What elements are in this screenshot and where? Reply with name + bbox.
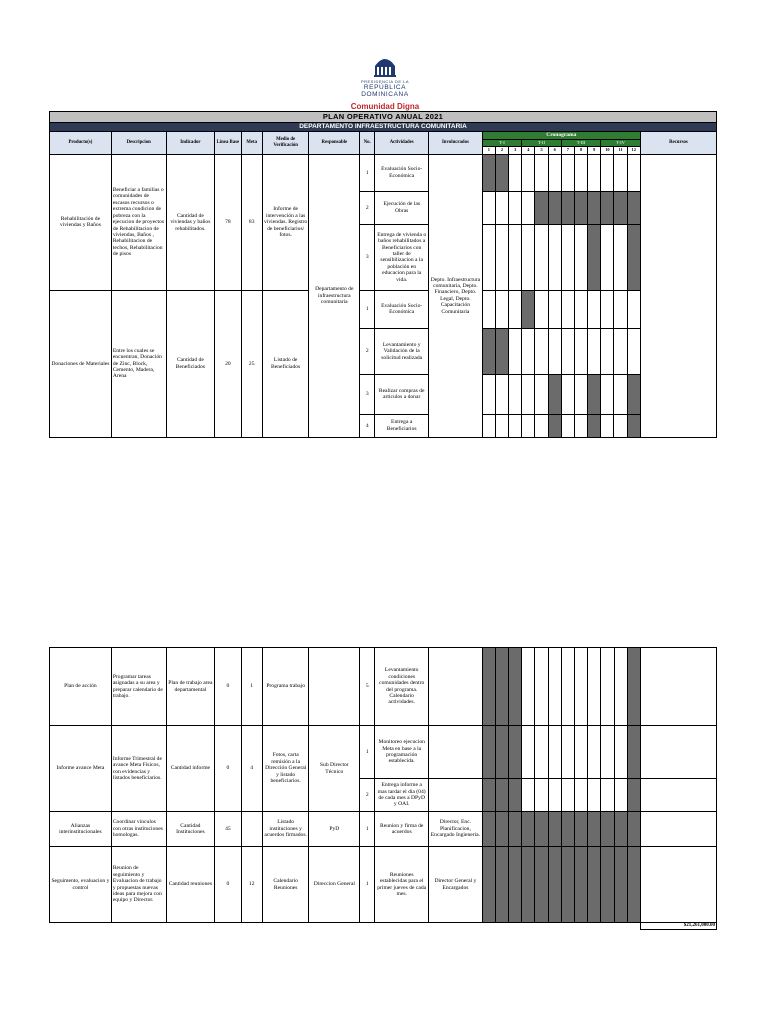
- schedule-cell: [614, 328, 627, 374]
- schedule-cell: [627, 779, 640, 812]
- schedule-cell: [614, 779, 627, 812]
- republica-label: REPÚBLICA DOMINICANA: [361, 84, 409, 98]
- schedule-cell: [482, 648, 495, 726]
- product-name: Donaciones de Materiales: [50, 290, 112, 437]
- schedule-cell: [588, 374, 601, 414]
- schedule-cell: [522, 154, 535, 191]
- product-name: Plan de acción: [50, 648, 112, 726]
- schedule-cell: [574, 726, 587, 779]
- schedule-cell: [482, 154, 495, 191]
- schedule-cell: [495, 648, 508, 726]
- col-header-meta: Meta: [241, 132, 262, 155]
- month-header: 5: [535, 147, 548, 154]
- schedule-cell: [574, 328, 587, 374]
- product-goal: 83: [241, 154, 262, 290]
- poa-table-1: [49, 111, 717, 438]
- schedule-cell: [522, 224, 535, 290]
- col-header-cronograma: Cronograma: [482, 132, 640, 140]
- schedule-cell: [574, 191, 587, 224]
- schedule-cell: [535, 847, 548, 923]
- schedule-cell: [509, 779, 522, 812]
- schedule-cell: [601, 812, 614, 847]
- schedule-cell: [601, 154, 614, 191]
- schedule-cell: [522, 414, 535, 437]
- schedule-cell: [627, 374, 640, 414]
- col-header-actividades: Actividades: [375, 132, 429, 155]
- schedule-cell: [548, 779, 561, 812]
- schedule-cell: [495, 414, 508, 437]
- schedule-cell: [574, 154, 587, 191]
- schedule-cell: [627, 847, 640, 923]
- schedule-cell: [574, 812, 587, 847]
- responsable-cell: Departamento de infraestructura comunitaria: [309, 154, 360, 437]
- involucrados-cell: [429, 726, 483, 779]
- product-baseline: 78: [215, 154, 241, 290]
- schedule-cell: [561, 154, 574, 191]
- activity-text: Entrega de vivienda o baños rehabilitados a Beneficiarios con taller de sensibilizacion a la población en educacion para la vida.: [375, 224, 429, 290]
- schedule-cell: [509, 154, 522, 191]
- month-header: 4: [522, 147, 535, 154]
- schedule-cell: [522, 374, 535, 414]
- product-description: Programar tareas asignadas a su area y preparar calendario de trabajo.: [111, 648, 166, 726]
- schedule-cell: [588, 290, 601, 328]
- schedule-cell: [614, 847, 627, 923]
- schedule-cell: [614, 154, 627, 191]
- involucrados-cell: [429, 779, 483, 812]
- col-header-involucrados: Involucrados: [429, 132, 483, 155]
- product-name: Informe avance Meta: [50, 726, 112, 812]
- schedule-cell: [495, 847, 508, 923]
- month-header: 2: [495, 147, 508, 154]
- schedule-cell: [482, 414, 495, 437]
- activity-text: Monitoreo ejecucion Meta en base a la programación establecida.: [375, 726, 429, 779]
- product-indicator: Cantidad de viviendas y baños rehabilitados.: [166, 154, 215, 290]
- schedule-cell: [495, 726, 508, 779]
- presidencia-label: PRESIDENCIA DE LA: [360, 79, 410, 84]
- schedule-cell: [588, 847, 601, 923]
- schedule-cell: [561, 847, 574, 923]
- activity-number: 1: [360, 290, 375, 328]
- activity-number: 1: [360, 847, 375, 923]
- activity-text: Reunion y firma de acuerdos: [375, 812, 429, 847]
- table-row: [50, 847, 717, 923]
- institution-tagline: Comunidad Digna: [350, 102, 420, 111]
- table-row: [50, 648, 717, 726]
- schedule-cell: [601, 374, 614, 414]
- plan-title: PLAN OPERATIVO ANUAL 2021: [50, 112, 717, 123]
- schedule-cell: [522, 812, 535, 847]
- schedule-cell: [482, 290, 495, 328]
- product-description: Beneficiar a familias o comunidades de escasos recursos o extrema condicion de pobreza con la ejecucion de proyectos de Rehabilitacion de viviendas, Baños , Rehabilitacion de techos, Rehabilitacion de pisos: [111, 154, 166, 290]
- product-goal: 25: [241, 290, 262, 437]
- product-goal: 4: [241, 726, 262, 812]
- schedule-cell: [509, 224, 522, 290]
- schedule-cell: [535, 779, 548, 812]
- schedule-cell: [548, 154, 561, 191]
- schedule-cell: [522, 648, 535, 726]
- recursos-cell: [640, 648, 716, 726]
- activity-number: 3: [360, 374, 375, 414]
- schedule-cell: [548, 812, 561, 847]
- schedule-cell: [601, 779, 614, 812]
- schedule-cell: [509, 328, 522, 374]
- schedule-cell: [522, 328, 535, 374]
- schedule-cell: [535, 374, 548, 414]
- schedule-cell: [482, 812, 495, 847]
- activity-number: 3: [360, 224, 375, 290]
- schedule-cell: [588, 726, 601, 779]
- header-logo-block: [340, 54, 430, 111]
- schedule-cell: [495, 224, 508, 290]
- schedule-cell: [588, 779, 601, 812]
- activity-text: Entrega a Beneficiarios: [375, 414, 429, 437]
- product-goal: [241, 812, 262, 847]
- schedule-cell: [561, 290, 574, 328]
- schedule-cell: [588, 414, 601, 437]
- schedule-cell: [495, 328, 508, 374]
- schedule-cell: [588, 191, 601, 224]
- schedule-cell: [627, 648, 640, 726]
- product-description: Reunion de seguimiento y Evaluacion de trabajo y propuestas nuevas ideas para mejora con equipo y Director.: [111, 847, 166, 923]
- schedule-cell: [495, 290, 508, 328]
- col-header-indicador: Indicador: [166, 132, 215, 155]
- product-name: Alianzas interinstitucionales: [50, 812, 112, 847]
- month-header: 10: [601, 147, 614, 154]
- schedule-cell: [535, 726, 548, 779]
- schedule-cell: [627, 726, 640, 779]
- schedule-cell: [588, 812, 601, 847]
- schedule-cell: [614, 290, 627, 328]
- month-header: 6: [548, 147, 561, 154]
- schedule-cell: [535, 154, 548, 191]
- schedule-cell: [627, 224, 640, 290]
- schedule-cell: [588, 328, 601, 374]
- month-header: 9: [588, 147, 601, 154]
- schedule-cell: [509, 648, 522, 726]
- recursos-cell: [640, 154, 716, 437]
- schedule-cell: [561, 191, 574, 224]
- col-header-medio: Medio de Verificación: [262, 132, 309, 155]
- product-baseline: 0: [215, 648, 241, 726]
- activity-number: 2: [360, 328, 375, 374]
- schedule-cell: [614, 726, 627, 779]
- involucrados-cell: Depto. Infraestructura comunitaria, Depto. Financiero, Depto. Legal, Depto. Capacitación Comunitaria: [429, 154, 483, 437]
- schedule-cell: [588, 224, 601, 290]
- activity-text: Realizar compras de articulos a donar: [375, 374, 429, 414]
- government-seal-icon: [372, 54, 398, 78]
- schedule-cell: [574, 374, 587, 414]
- schedule-cell: [601, 648, 614, 726]
- product-verification: Fotos, carta remisión a la Dirección General y listado beneficiarios.: [262, 726, 309, 812]
- trimester-header: T-IV: [601, 140, 641, 147]
- col-header-linea-base: Línea Base: [215, 132, 241, 155]
- schedule-cell: [574, 224, 587, 290]
- schedule-cell: [548, 290, 561, 328]
- responsable-cell: [309, 648, 360, 726]
- schedule-cell: [561, 812, 574, 847]
- schedule-cell: [535, 812, 548, 847]
- schedule-cell: [561, 414, 574, 437]
- schedule-cell: [561, 224, 574, 290]
- schedule-cell: [588, 648, 601, 726]
- schedule-cell: [482, 779, 495, 812]
- product-indicator: Plan de trabajo area departamental: [166, 648, 215, 726]
- schedule-cell: [495, 154, 508, 191]
- schedule-cell: [509, 414, 522, 437]
- responsable-cell: Sub Director Técnico: [309, 726, 360, 812]
- schedule-cell: [535, 648, 548, 726]
- product-indicator: Cantidad de Beneficiados: [166, 290, 215, 437]
- recursos-cell: [640, 726, 716, 779]
- schedule-cell: [601, 224, 614, 290]
- schedule-cell: [522, 191, 535, 224]
- product-description: Entre los cuales se encuentran, Donación de Zinc, Block, Cemento, Madera, Arena: [111, 290, 166, 437]
- schedule-cell: [627, 191, 640, 224]
- table-row: [50, 290, 717, 328]
- product-indicator: Cantidad Instituciones: [166, 812, 215, 847]
- involucrados-cell: Director General y Encargados: [429, 847, 483, 923]
- schedule-cell: [614, 812, 627, 847]
- schedule-cell: [601, 726, 614, 779]
- table-row: [50, 154, 717, 191]
- trimester-header: T-II: [522, 140, 562, 147]
- schedule-cell: [574, 847, 587, 923]
- activity-number: 4: [360, 414, 375, 437]
- schedule-cell: [482, 191, 495, 224]
- col-header-no: No.: [360, 132, 375, 155]
- schedule-cell: [535, 328, 548, 374]
- activity-text: Entrega informe a mas tardar el dia (04) de cada mes a DPyD y OAI.: [375, 779, 429, 812]
- product-verification: Listado instituciones y acuerdos firmados.: [262, 812, 309, 847]
- schedule-cell: [548, 191, 561, 224]
- product-verification: Listado de Beneficiados: [262, 290, 309, 437]
- activity-number: 5: [360, 648, 375, 726]
- activity-text: Ejecución de las Obras: [375, 191, 429, 224]
- schedule-cell: [522, 290, 535, 328]
- col-header-producto: Producto(s): [50, 132, 112, 155]
- product-goal: 12: [241, 847, 262, 923]
- product-baseline: 0: [215, 847, 241, 923]
- schedule-cell: [535, 414, 548, 437]
- schedule-cell: [627, 328, 640, 374]
- schedule-cell: [509, 290, 522, 328]
- poa-table-2: [49, 647, 717, 930]
- col-header-recursos: Recursos: [640, 132, 716, 155]
- schedule-cell: [495, 374, 508, 414]
- schedule-cell: [588, 154, 601, 191]
- trimester-header: T-III: [561, 140, 601, 147]
- activity-text: Evaluación Socio-Económica: [375, 290, 429, 328]
- schedule-cell: [548, 374, 561, 414]
- product-baseline: 20: [215, 290, 241, 437]
- activity-text: Levantamiento y Validación de la solicitud realizada: [375, 328, 429, 374]
- product-verification: Informe de intervención a las viviendas. Registro de beneficiarios/ fotos.: [262, 154, 309, 290]
- schedule-cell: [614, 191, 627, 224]
- involucrados-cell: Director, Enc. Planificacion, Encargado Ingieneria.: [429, 812, 483, 847]
- schedule-cell: [574, 779, 587, 812]
- schedule-cell: [535, 191, 548, 224]
- schedule-cell: [535, 224, 548, 290]
- schedule-cell: [548, 726, 561, 779]
- product-name: Rehabilitación de viviendas y Baños: [50, 154, 112, 290]
- product-baseline: 0: [215, 726, 241, 812]
- activity-number: 1: [360, 154, 375, 191]
- schedule-cell: [482, 328, 495, 374]
- total-row-blank: [50, 923, 641, 930]
- schedule-cell: [548, 224, 561, 290]
- schedule-cell: [509, 847, 522, 923]
- month-header: 7: [561, 147, 574, 154]
- total-row: [50, 923, 717, 930]
- schedule-cell: [574, 290, 587, 328]
- schedule-cell: [561, 779, 574, 812]
- schedule-cell: [614, 648, 627, 726]
- schedule-cell: [627, 414, 640, 437]
- schedule-cell: [509, 191, 522, 224]
- schedule-cell: [561, 328, 574, 374]
- month-header: 8: [574, 147, 587, 154]
- month-header: 11: [614, 147, 627, 154]
- product-indicator: Cantidad informe: [166, 726, 215, 812]
- col-header-descripcion: Descripcion: [111, 132, 166, 155]
- schedule-cell: [601, 290, 614, 328]
- product-verification: Programa trabajo: [262, 648, 309, 726]
- schedule-cell: [627, 812, 640, 847]
- recursos-cell: [640, 847, 716, 923]
- activity-number: 1: [360, 812, 375, 847]
- schedule-cell: [601, 328, 614, 374]
- product-goal: 1: [241, 648, 262, 726]
- product-description: Coordinar vinculos con otras instituciones homologas.: [111, 812, 166, 847]
- responsable-cell: PyD: [309, 812, 360, 847]
- schedule-cell: [522, 847, 535, 923]
- schedule-cell: [509, 726, 522, 779]
- schedule-cell: [495, 779, 508, 812]
- product-verification: Calendario Reuniones: [262, 847, 309, 923]
- schedule-cell: [614, 374, 627, 414]
- schedule-cell: [574, 414, 587, 437]
- schedule-cell: [509, 374, 522, 414]
- schedule-cell: [535, 290, 548, 328]
- month-header: 3: [509, 147, 522, 154]
- department-title: DEPARTAMENTO INFRAESTRUCTURA COMUNITARIA: [50, 123, 717, 132]
- schedule-cell: [548, 328, 561, 374]
- schedule-cell: [614, 414, 627, 437]
- schedule-cell: [482, 374, 495, 414]
- schedule-cell: [561, 648, 574, 726]
- schedule-cell: [548, 414, 561, 437]
- table-row: [50, 812, 717, 847]
- schedule-cell: [495, 191, 508, 224]
- schedule-cell: [509, 812, 522, 847]
- recursos-cell: [640, 812, 716, 847]
- schedule-cell: [561, 726, 574, 779]
- month-header: 1: [482, 147, 495, 154]
- activity-number: 2: [360, 191, 375, 224]
- schedule-cell: [601, 414, 614, 437]
- activity-text: Reuniones establecidas para el primer jueves de cada mes.: [375, 847, 429, 923]
- schedule-cell: [614, 224, 627, 290]
- schedule-cell: [574, 648, 587, 726]
- trimester-header: T-I: [482, 140, 522, 147]
- schedule-cell: [627, 290, 640, 328]
- product-name: Seguimento, evaluacion y control: [50, 847, 112, 923]
- schedule-cell: [548, 847, 561, 923]
- activity-text: Evaluación Socio-Económica: [375, 154, 429, 191]
- schedule-cell: [482, 224, 495, 290]
- month-header: 12: [627, 147, 640, 154]
- schedule-cell: [561, 374, 574, 414]
- table-row: [50, 726, 717, 779]
- involucrados-cell: [429, 648, 483, 726]
- schedule-cell: [601, 191, 614, 224]
- activity-number: 2: [360, 779, 375, 812]
- activity-number: 1: [360, 726, 375, 779]
- schedule-cell: [482, 847, 495, 923]
- product-baseline: 45: [215, 812, 241, 847]
- col-header-responsable: Responsable: [309, 132, 360, 155]
- schedule-cell: [522, 726, 535, 779]
- product-description: Informe Trimestral de avance Meta Fisicos, con evidencias y listados beneficiarios.: [111, 726, 166, 812]
- total-recursos: $21,261,000.00: [640, 923, 716, 930]
- schedule-cell: [601, 847, 614, 923]
- schedule-cell: [522, 779, 535, 812]
- schedule-cell: [548, 648, 561, 726]
- schedule-cell: [495, 812, 508, 847]
- schedule-cell: [482, 726, 495, 779]
- product-indicator: Cantidad reuniones: [166, 847, 215, 923]
- activity-text: Levantamiento condiciones comunidades dentro del programa. Calendario actividades.: [375, 648, 429, 726]
- responsable-cell: Direccion General: [309, 847, 360, 923]
- schedule-cell: [627, 154, 640, 191]
- recursos-cell: [640, 779, 716, 812]
